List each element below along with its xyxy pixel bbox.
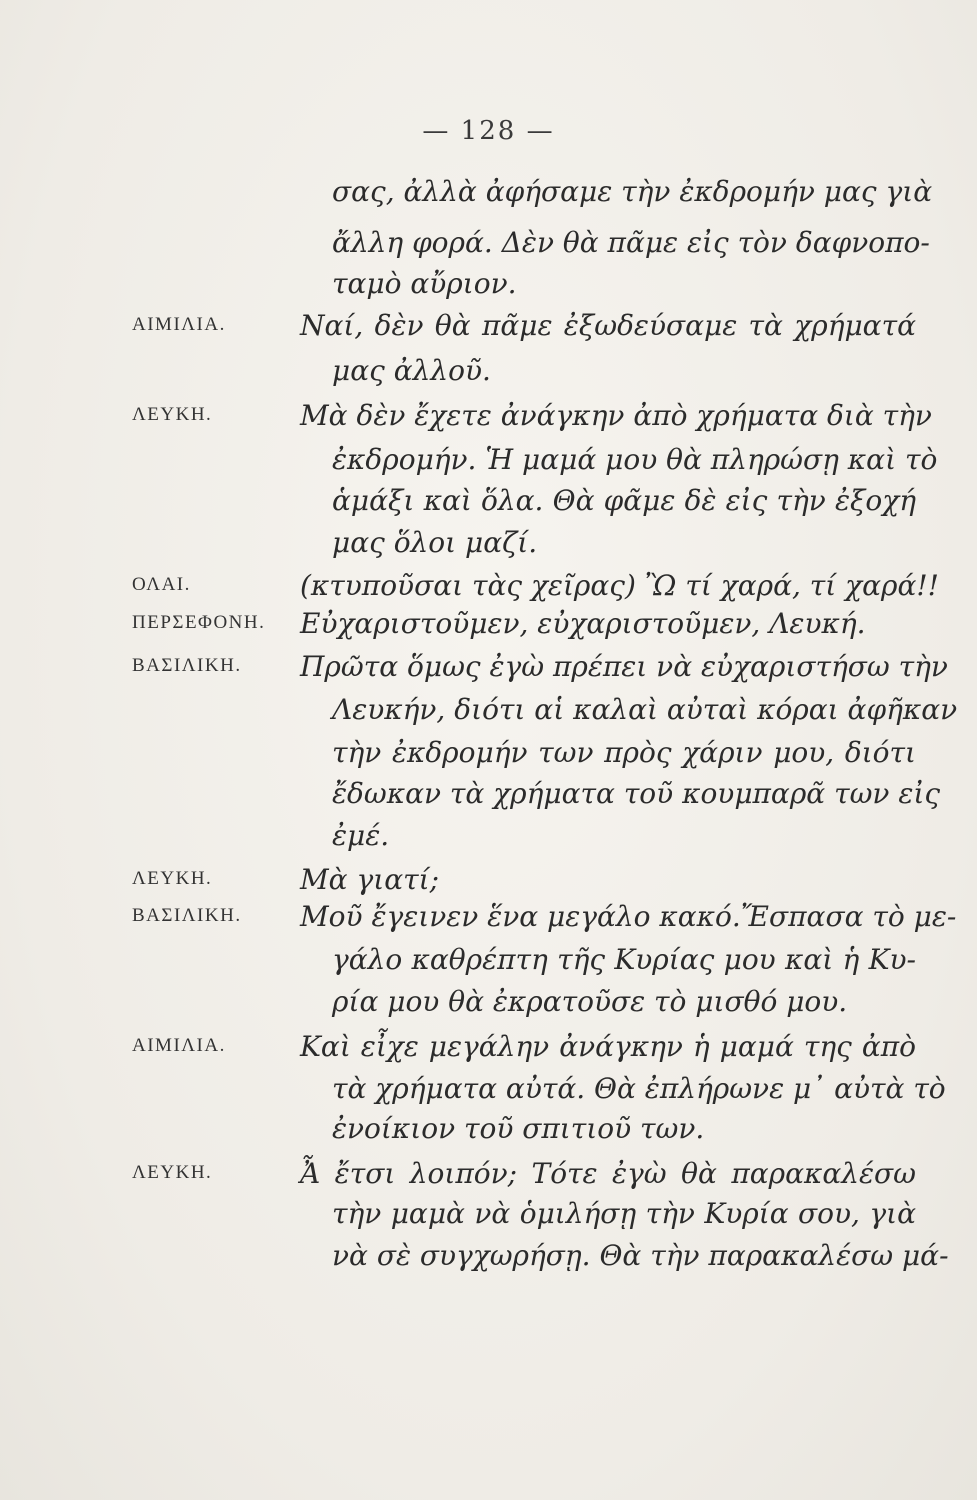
line-text: ἔδωκαν τὰ χρήματα τοῦ κουμπαρᾶ των εἰς (332, 777, 941, 810)
dialogue-line (0, 1190, 977, 1238)
speaker-name: ΟΛΑΙ. (132, 574, 191, 595)
line-text: μας ἀλλοῦ. (332, 354, 491, 387)
dialogue-line (0, 477, 977, 525)
speaker-name: ΑΙΜΙΛΙΑ. (132, 314, 226, 335)
page-number: — 128 — (422, 116, 555, 146)
speaker-name: ΑΙΜΙΛΙΑ. (132, 1035, 226, 1056)
line-text: Καὶ εἶχε μεγάλην ἀνάγκην ἡ μαμά της ἀπὸ (300, 1030, 916, 1063)
line-text: γάλο καθρέπτη τῆς Κυρίας μου καὶ ἡ Κυ- (332, 943, 916, 976)
dialogue-line (0, 600, 977, 648)
dialogue-line (0, 686, 977, 734)
dialogue-line (0, 168, 977, 216)
line-text: μας ὅλοι μαζί. (332, 526, 538, 559)
dialogue-line (0, 812, 977, 860)
dialogue-line (0, 260, 977, 308)
speaker-name: ΛΕΥΚΗ. (132, 1162, 213, 1183)
line-text: ἐμέ. (332, 819, 390, 852)
speaker-name: ΒΑΣΙΛΙΚΗ. (132, 905, 242, 926)
line-text: Ναί, δὲν θὰ πᾶμε ἐξωδεύσαμε τὰ χρήματά (300, 309, 916, 342)
speaker-name: ΠΕΡΣΕΦΟΝΗ. (132, 612, 266, 633)
line-text: ἄλλη φορά. Δὲν θὰ πᾶμε εἰς τὸν δαφνοπο- (332, 226, 930, 259)
dialogue-line (0, 302, 977, 350)
dialogue-line (0, 893, 977, 941)
line-text: τὰ χρήματα αὐτά. Θὰ ἐπλήρωνε μ᾽ αὐτὰ τὸ (332, 1072, 946, 1105)
dialogue-line (0, 643, 977, 691)
dialogue-line (0, 1232, 977, 1280)
dialogue-line (0, 770, 977, 818)
dialogue-line (0, 392, 977, 440)
line-text: Πρῶτα ὅμως ἐγὼ πρέπει νὰ εὐχαριστήσω τὴν (300, 650, 948, 683)
speaker-name: ΒΑΣΙΛΙΚΗ. (132, 655, 242, 676)
dialogue-line (0, 347, 977, 395)
dialogue-line (0, 1105, 977, 1153)
line-text: Μὰ γιατί; (300, 863, 440, 896)
line-text: σας, ἀλλὰ ἀφήσαμε τὴν ἐκδρομήν μας γιὰ (332, 175, 933, 208)
line-text: ρία μου θὰ ἐκρατοῦσε τὸ μισθό μου. (332, 985, 848, 1018)
line-text: (κτυποῦσαι τὰς χεῖρας) Ὢ τί χαρά, τί χαρά!! (300, 569, 939, 602)
line-text: Μὰ δὲν ἔχετε ἀνάγκην ἀπὸ χρήματα διὰ τὴν (300, 399, 932, 432)
line-text: Ἆ ἔτσι λοιπόν; Τότε ἐγὼ θὰ παρακαλέσω (300, 1157, 916, 1190)
dialogue-line (0, 936, 977, 984)
line-text: Μοῦ ἔγεινεν ἕνα μεγάλο κακό.Ἔσπασα τὸ με- (300, 900, 957, 933)
line-text: τὴν μαμὰ νὰ ὁμιλήσῃ τὴν Κυρία σου, γιὰ (332, 1197, 916, 1230)
line-text: ἐνοίκιον τοῦ σπιτιοῦ των. (332, 1112, 705, 1145)
line-text: ταμὸ αὔριον. (332, 267, 517, 300)
line-text: τὴν ἐκδρομήν των πρὸς χάριν μου, διότι (332, 736, 916, 769)
line-text: Εὐχαριστοῦμεν, εὐχαριστοῦμεν, Λευκή. (300, 607, 866, 640)
dialogue-line (0, 978, 977, 1026)
line-text: ἐκδρομήν. Ἡ μαμά μου θὰ πληρώσῃ καὶ τὸ (332, 443, 938, 476)
dialogue-line (0, 1023, 977, 1071)
line-text: ἁμάξι καὶ ὅλα. Θὰ φᾶμε δὲ εἰς τὴν ἐξοχή (332, 484, 916, 517)
speaker-name: ΛΕΥΚΗ. (132, 868, 213, 889)
line-text: Λευκήν, διότι αἱ καλαὶ αὐταὶ κόραι ἀφῆκαν (332, 693, 958, 726)
speaker-name: ΛΕΥΚΗ. (132, 404, 213, 425)
line-text: νὰ σὲ συγχωρήσῃ. Θὰ τὴν παρακαλέσω μά- (332, 1239, 949, 1272)
dialogue-line (0, 519, 977, 567)
